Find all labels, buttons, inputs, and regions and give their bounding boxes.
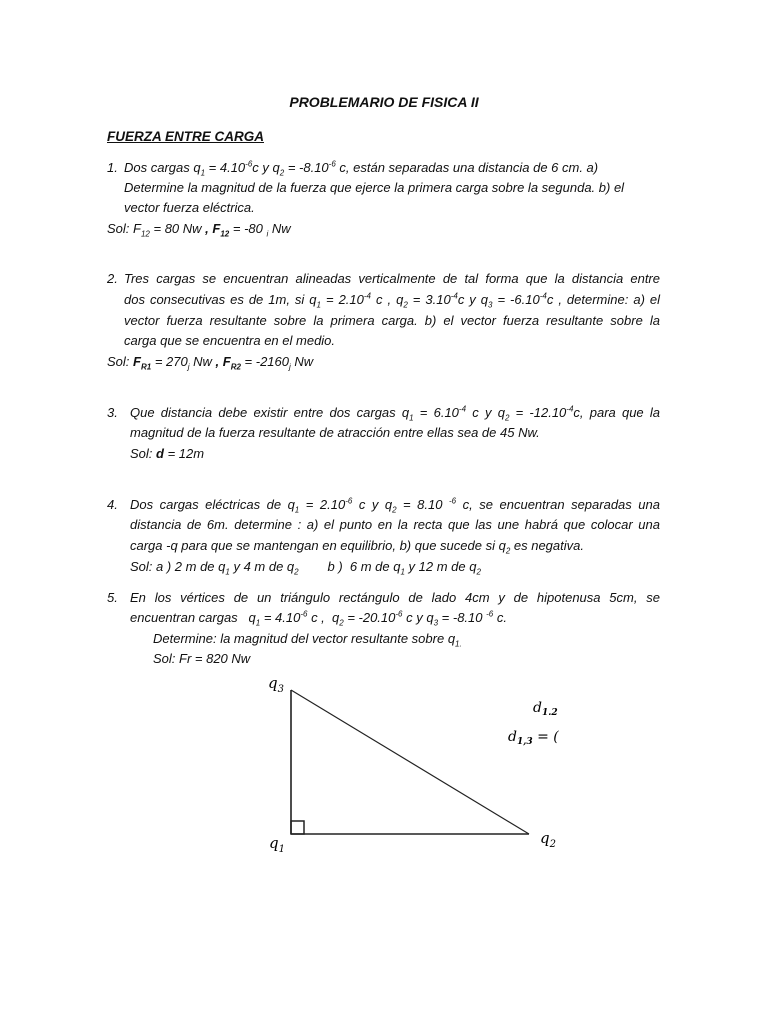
problem-3-number: 3.	[107, 405, 118, 420]
subscript: j	[187, 362, 190, 372]
vertex-label-q3	[268, 674, 284, 695]
superscript: -6	[449, 496, 457, 506]
text: = 4.10	[205, 160, 246, 175]
text: d	[533, 700, 542, 716]
text: Dos cargas eléctricas de q	[130, 497, 295, 512]
superscript: -6	[245, 159, 253, 169]
text: c y q	[457, 292, 489, 307]
text: = -8.10	[438, 610, 487, 625]
text: = 6.10	[413, 405, 459, 420]
text: = 270	[151, 354, 188, 369]
subscript: 1	[400, 567, 405, 577]
subscript: 2	[505, 546, 511, 556]
text: = -12.10	[509, 405, 567, 420]
subscript: 2	[339, 618, 344, 628]
text: F	[212, 221, 221, 236]
subscript: 1	[255, 618, 261, 628]
text: q	[540, 829, 550, 847]
problem-1-line-2: Determine la magnitud de la fuerza que ejerce la primera carga sobre la segunda. b) el	[124, 180, 625, 195]
text: c y q	[352, 497, 393, 512]
subscript: 1	[294, 505, 300, 515]
superscript: -4	[539, 291, 547, 301]
subscript: 2	[403, 300, 408, 310]
subscript: 2	[279, 168, 285, 178]
subscript: j	[289, 362, 291, 372]
text: c, se encuentran separadas una	[456, 497, 660, 512]
text: = -80	[229, 221, 267, 236]
subscript: 2	[549, 839, 556, 850]
text: F	[133, 354, 141, 369]
text: q	[268, 674, 278, 692]
subscript: 2	[476, 567, 481, 577]
text: y 12 m de q	[404, 559, 477, 574]
superscript: -4	[363, 291, 372, 301]
text: Nw	[268, 221, 291, 236]
text: Dos cargas q	[124, 160, 201, 175]
text: carga -q para que se mantengan en equilibrio, b) que sucede si q	[130, 538, 506, 553]
problem-4-line-2: distancia de 6m. determine : a) el punto en la recta que las une habrá que colocar una	[130, 517, 660, 532]
text: = -8.10	[284, 160, 329, 175]
distance-label-d12	[533, 700, 558, 718]
text: = 8.10	[396, 497, 449, 512]
text: d	[508, 729, 517, 745]
text: c, para que la	[573, 405, 660, 420]
subscript: 1.2	[541, 708, 558, 718]
problem-1-line-3: vector fuerza eléctrica.	[124, 200, 255, 215]
subscript: 1	[200, 168, 206, 178]
right-angle-marker	[291, 821, 304, 834]
problem-5-solution: Sol: Fr = 820 Nw	[153, 651, 251, 666]
subscript: 1	[409, 413, 414, 423]
text: c y q	[252, 160, 280, 175]
text: Sol: F	[107, 221, 141, 236]
text: = -2160	[240, 354, 289, 369]
text: = 2.10	[299, 497, 346, 512]
subscript: 2	[392, 505, 397, 515]
subscript: 2	[504, 413, 510, 423]
text: = 12m	[163, 446, 205, 461]
text: c , q	[371, 292, 404, 307]
text: c.	[493, 610, 507, 625]
superscript: -4	[566, 404, 574, 414]
superscript: -6	[300, 609, 308, 619]
subscript: 1	[278, 844, 285, 855]
subscript: 3	[433, 618, 439, 628]
text: encuentran cargas q	[130, 610, 256, 625]
text: = 4.10	[260, 610, 301, 625]
text: d	[156, 446, 164, 461]
subscript: 1	[225, 567, 230, 577]
subscript: 1,3	[516, 737, 533, 747]
subscript: R2	[230, 362, 241, 372]
text: = 3.10	[407, 292, 451, 307]
text: Sol:	[107, 354, 134, 369]
subscript: 2	[294, 567, 299, 577]
text: Sol: a ) 2 m de q	[130, 559, 226, 574]
text: c y q	[466, 405, 505, 420]
subscript: 12	[140, 229, 150, 239]
superscript: -6	[328, 159, 336, 169]
problem-5-number: 5.	[107, 590, 118, 605]
text: F	[222, 354, 231, 369]
problem-2-line-1: Tres cargas se encuentran alineadas verticalmente de tal forma que la distancia entre	[124, 271, 660, 286]
text: Nw	[189, 354, 216, 369]
text: Sol:	[130, 446, 157, 461]
problem-2-line-4: carga que se encuentra en el medio.	[124, 333, 336, 348]
text: ,	[215, 354, 223, 369]
problem-2-number: 2.	[107, 271, 118, 286]
subscript: 3	[277, 684, 284, 695]
subscript: 1.	[455, 639, 462, 649]
text: c , determine: a) el	[546, 292, 661, 307]
subscript: 3	[488, 300, 493, 310]
problem-4-number: 4.	[107, 497, 118, 512]
text: c , q	[307, 610, 340, 625]
superscript: -4	[450, 291, 458, 301]
text: c y q	[402, 610, 434, 625]
vertex-label-q1	[269, 834, 285, 855]
vertex-label-q2	[540, 829, 556, 850]
text: Nw	[290, 354, 314, 369]
text: = -20.10	[343, 610, 396, 625]
text: Determine: la magnitud del vector resultante sobre q	[153, 631, 456, 646]
text: es negativa.	[510, 538, 584, 553]
superscript: -6	[395, 609, 403, 619]
superscript: -6	[486, 609, 494, 619]
subscript: i	[266, 229, 269, 239]
text: y 4 m de q	[229, 559, 295, 574]
subscript: 1	[316, 300, 321, 310]
text: Que distancia debe existir entre dos cargas q	[130, 405, 410, 420]
text: = (	[532, 729, 559, 745]
problem-5-line-1: En los vértices de un triángulo rectángulo de lado 4cm y de hipotenusa 5cm, se	[130, 590, 660, 605]
page-title: PROBLEMARIO DE FISICA II	[289, 94, 479, 110]
text: = 80 Nw	[149, 221, 206, 236]
text: dos consecutivas es de 1m, si q	[124, 292, 317, 307]
distance-label-d13	[508, 729, 559, 747]
problem-3-line-2: magnitud de la fuerza resultante de atracción entre ellas sea de 45 Nw.	[130, 425, 540, 440]
problem-2-line-3: vector fuerza resultante sobre la primera carga. b) el vector fuerza resultante sobre la	[124, 313, 660, 328]
text: c, están separadas una distancia de 6 cm. a)	[335, 160, 599, 175]
superscript: -4	[458, 404, 467, 414]
hypotenuse-q3-q2	[291, 690, 529, 834]
subscript: 12	[220, 229, 230, 239]
superscript: -6	[345, 496, 353, 506]
section-heading: FUERZA ENTRE CARGA	[107, 129, 264, 144]
subscript: R1	[140, 362, 152, 372]
text: = 2.10	[321, 292, 364, 307]
text: q	[269, 834, 279, 852]
text: ,	[205, 221, 213, 236]
text: b ) 6 m de q	[298, 559, 401, 574]
problem-1-number: 1.	[107, 160, 118, 175]
text: = -6.10	[492, 292, 540, 307]
